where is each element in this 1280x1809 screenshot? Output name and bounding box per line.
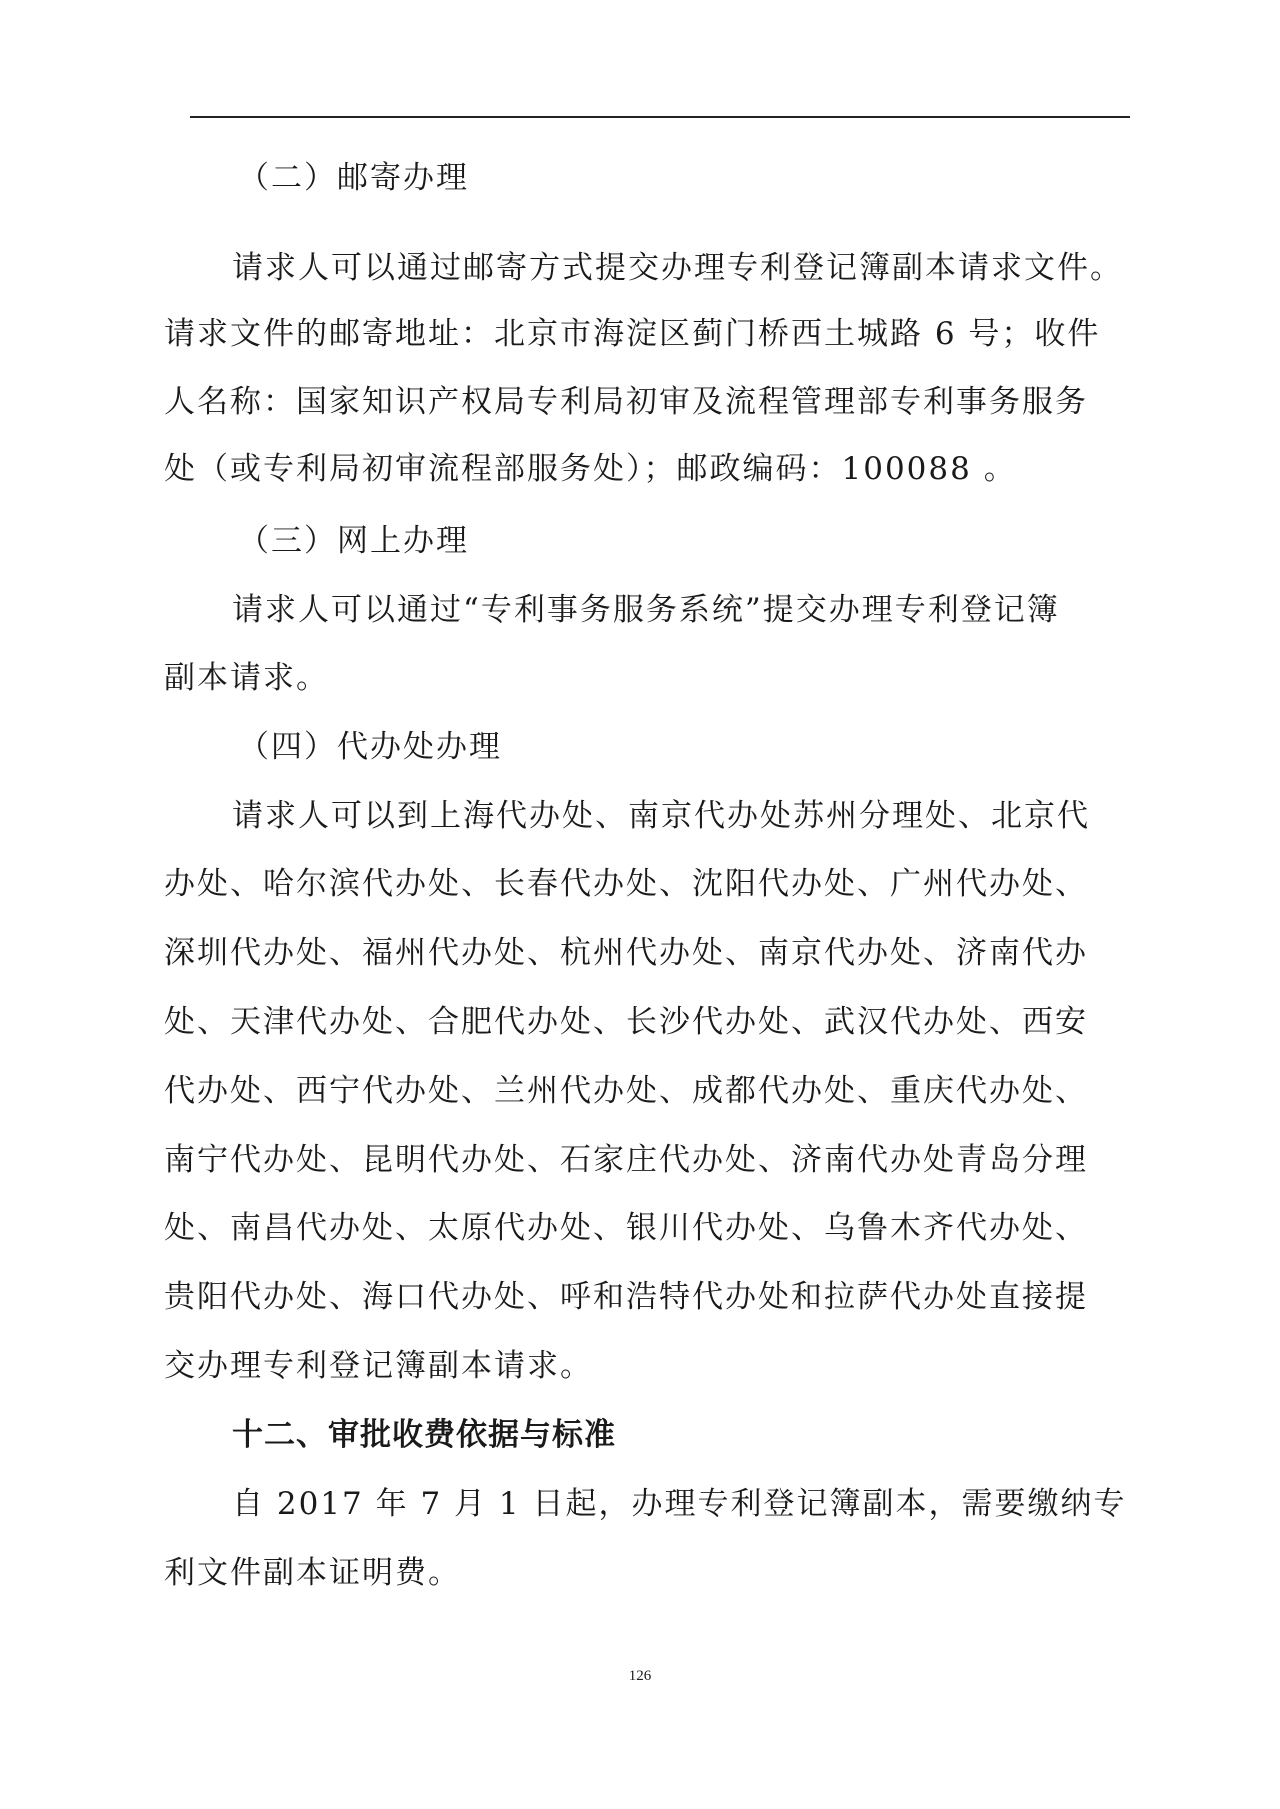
subsection-heading-agency: （四）代办处办理	[238, 729, 502, 765]
body-line: 利文件副本证明费。	[164, 1555, 461, 1591]
body-line: 代办处、西宁代办处、兰州代办处、成都代办处、重庆代办处、	[164, 1073, 1088, 1109]
body-line: 请求文件的邮寄地址：北京市海淀区蓟门桥西土城路 6 号；收件	[164, 316, 1101, 352]
page-number: 126	[628, 1668, 652, 1684]
body-line: 南宁代办处、昆明代办处、石家庄代办处、济南代办处青岛分理	[164, 1142, 1088, 1178]
body-line: 深圳代办处、福州代办处、杭州代办处、南京代办处、济南代办	[164, 935, 1088, 971]
body-line: 自 2017 年 7 月 1 日起，办理专利登记簿副本，需要缴纳专	[232, 1486, 1127, 1522]
body-line: 副本请求。	[164, 660, 329, 696]
section-heading-fees: 十二、审批收费依据与标准	[232, 1417, 616, 1453]
body-line: 处（或专利局初审流程部服务处）；邮政编码：100088 。	[164, 451, 1017, 487]
body-line: 请求人可以到上海代办处、南京代办处苏州分理处、北京代	[232, 798, 1090, 834]
body-line: 处、南昌代办处、太原代办处、银川代办处、乌鲁木齐代办处、	[164, 1210, 1088, 1246]
header-rule	[190, 116, 1130, 118]
body-line: 请求人可以通过邮寄方式提交办理专利登记簿副本请求文件。	[232, 250, 1123, 286]
body-line: 办处、哈尔滨代办处、长春代办处、沈阳代办处、广州代办处、	[164, 866, 1088, 902]
body-line: 请求人可以通过“专利事务服务系统”提交办理专利登记簿	[232, 592, 1060, 628]
body-line: 交办理专利登记簿副本请求。	[164, 1348, 593, 1384]
body-line: 贵阳代办处、海口代办处、呼和浩特代办处和拉萨代办处直接提	[164, 1279, 1088, 1315]
subsection-heading-mail: （二）邮寄办理	[238, 160, 469, 196]
body-line: 处、天津代办处、合肥代办处、长沙代办处、武汉代办处、西安	[164, 1004, 1088, 1040]
subsection-heading-online: （三）网上办理	[238, 523, 469, 559]
body-line: 人名称：国家知识产权局专利局初审及流程管理部专利事务服务	[164, 384, 1088, 420]
